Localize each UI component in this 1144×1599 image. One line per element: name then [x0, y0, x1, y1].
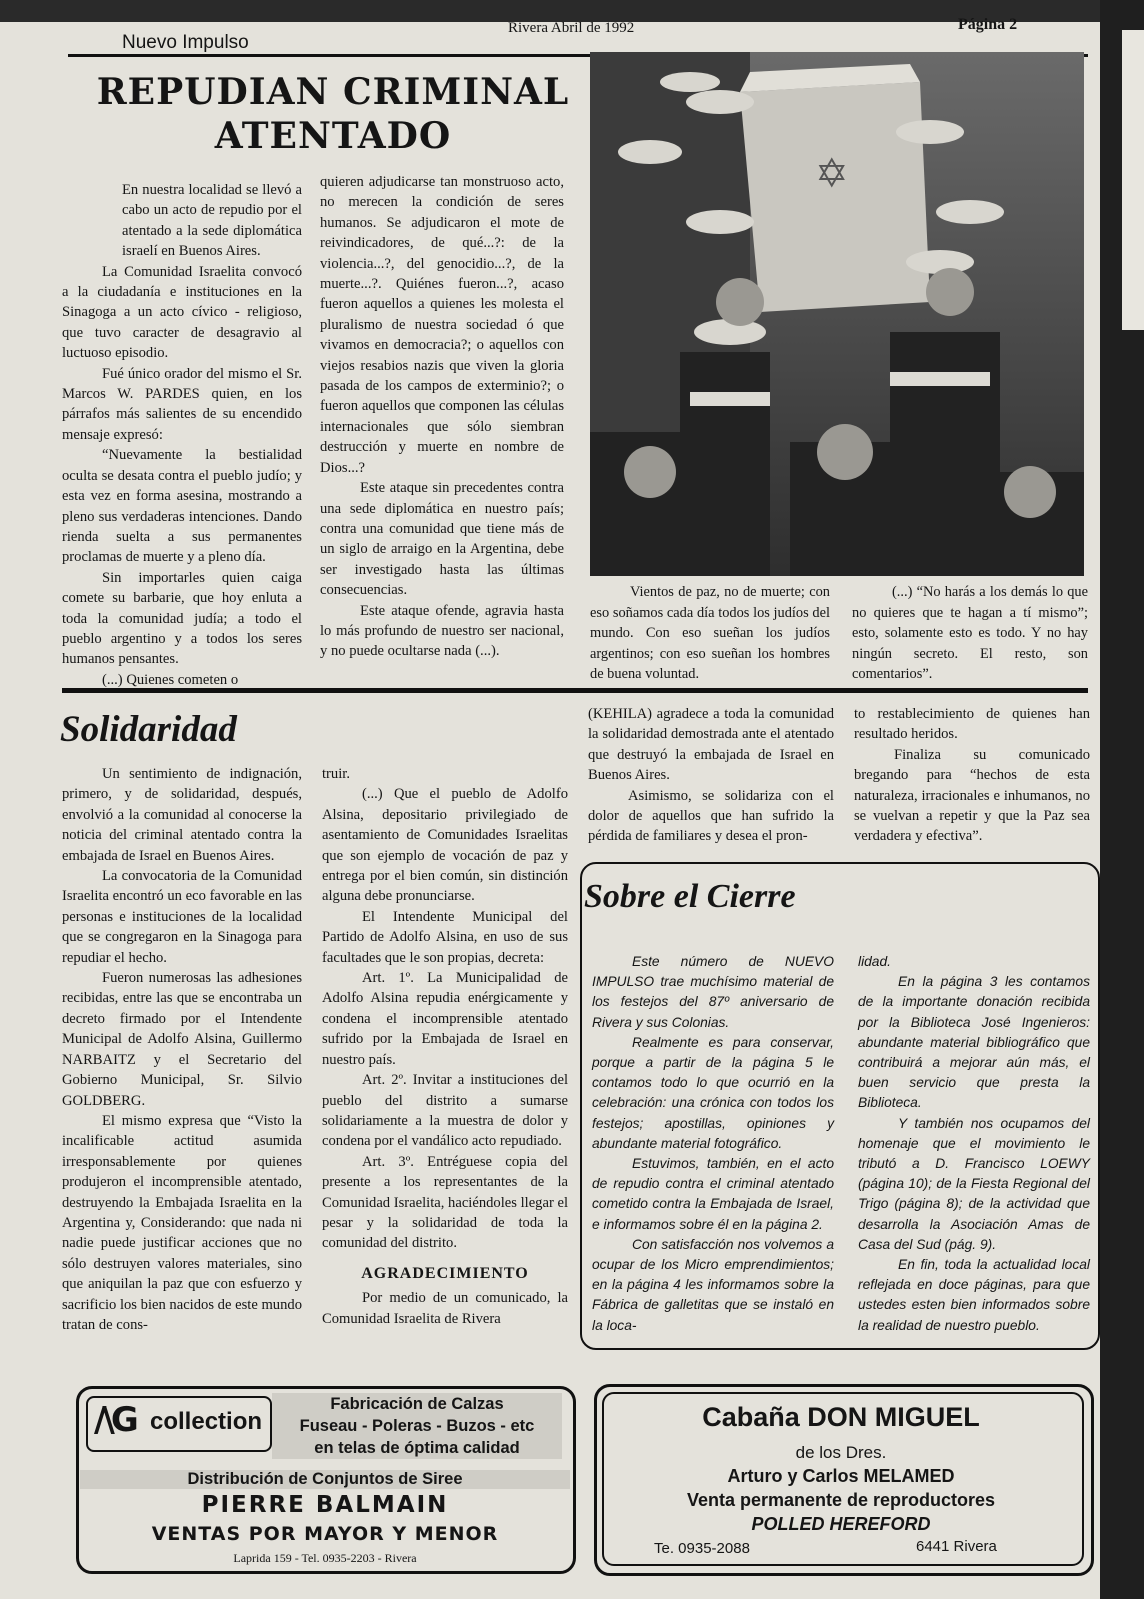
paragraph: truir. [322, 766, 350, 782]
paragraph: Un sentimiento de indignación, primero, y de solidaridad, después, envolvió a la comunidad al conocerse la noticia del criminal atentado contra la embajada de Israel en Buenos Aires. [62, 766, 302, 864]
logo-text: collection [150, 1408, 263, 1435]
top-scan-border [0, 0, 1100, 22]
ad2-title: Cabaña DON MIGUEL [702, 1402, 980, 1432]
paragraph: Este número de NUEVO IMPULSO trae muchísimo material de los festejos del 87º aniversario de Rivera y sus Colonias. [592, 954, 834, 1030]
paragraph: (...) Que el pueblo de Adolfo Alsina, depositario privilegiado de asentamiento de Comunidades Israelitas que son ejemplo de vocación de paz y entrega por el bien común, sin distinción alguna debe pronunciarse. [322, 786, 568, 905]
ad2-line1: de los Dres. [795, 1443, 887, 1462]
section-rule [62, 688, 1088, 693]
ad2-city: 6441 Rivera [916, 1538, 997, 1555]
paragraph: Y también nos ocupamos del homenaje que el movimiento le tributó a D. Francisco LOEWY (página 10); de la Fiesta Regional del Trigo (página 8); de la actividad que desarrolla la Asociación Amas de Casa del Sud (pág. 9). [858, 1115, 1090, 1252]
paragraph: Este ataque ofende, agravia hasta lo más profundo de nuestro ser nacional, y no puede ocultarse nada (...). [320, 602, 564, 660]
paragraph: En nuestra localidad se llevó a cabo un acto de repudio por el atentado a la sede diplomática israelí en Buenos Aires. [122, 182, 302, 260]
ad1-line: Fuseau - Poleras - Buzos - etc [299, 1417, 535, 1435]
ad2-tel: Te. 0935-2088 [654, 1540, 750, 1557]
paragraph: lidad. [858, 954, 891, 969]
sobre-col-2 [858, 952, 1090, 1336]
paragraph: quieren adjudicarse tan monstruoso acto, no merecen la condición de seres humanos. Se adjudicaron el mote de reivindicadores, de qué...?: de la violencia...?, del genocidio...?, de la muerte...?. Quiénes fueron...?, acaso fueron aquellos a quienes les molesta el pluralismo de nuestra sociedad ó que vivamos en democracia?; o aquellos con viejos resabios nazis que viven la gloria pasada de los campos de exterminio?; o fueron aquellos que componen las células internacionales que sólo siembran destrucción y muerte en nombre de Dios...? [320, 174, 564, 476]
page-number: Página 2 [958, 16, 1018, 33]
paragraph: En fin, toda la actualidad local reflejada en doce páginas, para que ustedes esten bien informados sobre la realidad de nuestro pueblo. [858, 1257, 1090, 1333]
funeral-photo [590, 52, 1084, 576]
solidaridad-col-3 [588, 704, 834, 847]
paragraph: Por medio de un comunicado, la Comunidad Israelita de Rivera [322, 1290, 568, 1327]
photo-caption-2 [852, 582, 1088, 685]
paragraph: Art. 3º. Entréguese copia del presente a los representantes de la Comunidad Israelita, haciéndoles llegar el pesar y la solidaridad de toda la comunidad del distrito. [322, 1153, 568, 1252]
paragraph: Art. 2º. Invitar a instituciones del pueblo del distrito a sumarse solidariamente a la muestra de dolor y condena por el vandálico acto repudiado. [322, 1072, 568, 1150]
ad2-line4: POLLED HEREFORD [751, 1514, 931, 1534]
paragraph: Fueron numerosas las adhesiones recibidas, entre las que se encontraba un decreto firmado por el Intendente Municipal de Adolfo Alsina, Guillermo NARBAITZ y el Secretario del Gobierno Municipal, Sr. Silvio GOLDBERG. [62, 970, 302, 1109]
headline-line-2: ATENTADO [214, 115, 452, 157]
caption-text: Vientos de paz, no de muerte; con eso soñamos cada día todos los judíos del mundo. Con eso sueñan los judíos argentinos; con eso sueñan los hombres de buena voluntad. [590, 584, 830, 682]
paragraph: Realmente es para conservar, porque a partir de la página 5 le contamos todo lo que ocurrió en la celebración: una crónica con todos los festejos; apostillas, opiniones y abundante material fotográfico. [592, 1034, 834, 1151]
paragraph: Asimismo, se solidariza con el dolor de aquellos que han sufrido la pérdida de familiares y desea el pron- [588, 787, 834, 845]
paragraph: El mismo expresa que “Visto la incalificable actitud asumida irresponsablemente por quienes produjeron el incomprensible atentado, destruyendo la Embajada Israelita en la Argentina y, Considerando: que nada ni nadie puede justificar acciones que no sólo destruyen valores materiales, sino que aniquilan la paz que con esfuerzo y sacrificio los bien nacidos de este mundo tratan de cons- [62, 1112, 302, 1333]
paragraph: La convocatoria de la Comunidad Israelita encontró un eco favorable en las personas e instituciones de la localidad que se congregaron en la Sinagoga para repudiar el hecho. [62, 868, 302, 966]
headline [68, 70, 598, 158]
ad1-address: Laprida 159 - Tel. 0935-2203 - Rivera [233, 1551, 417, 1565]
paragraph: Fué único orador del mismo el Sr. Marcos W. PARDES quien, en los párrafos más salientes de su encendido mensaje expresó: [62, 365, 302, 443]
paragraph: El Intendente Municipal del Partido de Adolfo Alsina, en uso de sus facultades que le son propias, decreta: [322, 908, 568, 966]
paragraph: Estuvimos, también, en el acto de repudio contra el criminal atentado cometido contra la Embajada de Israel, e informamos sobre él en la página 2. [592, 1156, 834, 1232]
sobre-col-1 [592, 952, 834, 1336]
issue-date: Rivera Abril de 1992 [508, 20, 635, 36]
paragraph: Este ataque sin precedentes contra una sede diplomática en nuestro país; contra una comunidad que tiene más de un siglo de arraigo en la Argentina, debe ser investigado hasta las últimas consecuencias. [320, 480, 564, 599]
ad2-line2: Arturo y Carlos MELAMED [727, 1466, 955, 1486]
solidaridad-title: Solidaridad [60, 709, 237, 750]
sobre-title: Sobre el Cierre [584, 878, 796, 915]
paragraph: (KEHILA) agradece a toda la comunidad la solidaridad demostrada ante el atentado que destruyó la embajada de Israel en Buenos Aires. [588, 706, 834, 784]
paragraph: La Comunidad Israelita convocó a la ciudadanía e instituciones en la Sinagoga a un acto cívico - religioso, que tuvo caracter de desagravio al luctuoso episodio. [62, 263, 302, 362]
paragraph: Finaliza su comunicado bregando para “hechos de esta naturaleza, irracionales e inhumanos, no se vuelvan a repetir y que la Paz sea verdadera y efectiva”. [854, 746, 1090, 845]
photo-illustration [590, 52, 1084, 576]
ad1-line: en telas de óptima calidad [314, 1439, 520, 1457]
article-col-2 [320, 172, 564, 662]
collection-logo [86, 1396, 272, 1452]
agradecimiento-title: AGRADECIMIENTO [361, 1264, 529, 1282]
ad1-brand: PIERRE BALMAIN [201, 1492, 449, 1518]
caption-text: (...) “No harás a los demás lo que no quieres que te hagan a tí mismo”; esto, solamente esto es todo. Y no hay ningún secreto. El resto, son comentarios”. [852, 584, 1088, 682]
ad1-sales: VENTAS POR MAYOR Y MENOR [151, 1523, 499, 1545]
paragraph: Sin importarles quien caiga comete su barbarie, que hoy enluta a toda la comunidad judía; a todo el pueblo argentino y a todos los seres humanos pensantes. [62, 569, 302, 668]
ad1-line: Fabricación de Calzas [330, 1395, 504, 1413]
svg-text:✡: ✡ [815, 151, 849, 197]
ad1-distribution: Distribución de Conjuntos de Siree [80, 1470, 570, 1489]
photo-caption-1 [590, 582, 830, 685]
paragraph: En la página 3 les contamos de la importante donación recibida por la Biblioteca José Ingenieros: abundante material bibliográfico que contribuirá a mejorar aún más, el buen servicio que presta la Biblioteca. [858, 974, 1090, 1111]
paragraph: Con satisfacción nos volvemos a ocupar de los Micro emprendimientos; en la página 4 les informamos sobre la Fábrica de galletitas que se instaló en la loca- [592, 1236, 834, 1333]
paper-name: Nuevo Impulso [122, 32, 249, 53]
headline-line-1: REPUDIAN CRIMINAL [96, 71, 570, 113]
paragraph: Art. 1º. La Municipalidad de Adolfo Alsina repudia enérgicamente y condena el incomprensible atentado sufrido por la Embajada de Israel en nuestro país. [322, 970, 568, 1068]
adjacent-page-fragment [1122, 30, 1144, 330]
solidaridad-col-1 [62, 764, 302, 1335]
paragraph: (...) Quienes cometen o [102, 671, 239, 688]
ad2-line3: Venta permanente de reproductores [686, 1490, 996, 1510]
article-col-1 [62, 180, 302, 690]
paragraph: to restablecimiento de quienes han resultado heridos. [854, 706, 1090, 743]
ad1-products [272, 1393, 562, 1459]
ag-logo-icon: /\G [94, 1400, 135, 1440]
solidaridad-col-4 [854, 704, 1090, 847]
solidaridad-col-2 [322, 764, 568, 1329]
paragraph: “Nuevamente la bestialidad oculta se desata contra el pueblo judío; y esta vez en forma asesina, mostrando a pleno sus verdaderas intenciones. Dando rienda suelta a sus permanentes proclamas de muerte y a pleno día. [62, 447, 302, 566]
